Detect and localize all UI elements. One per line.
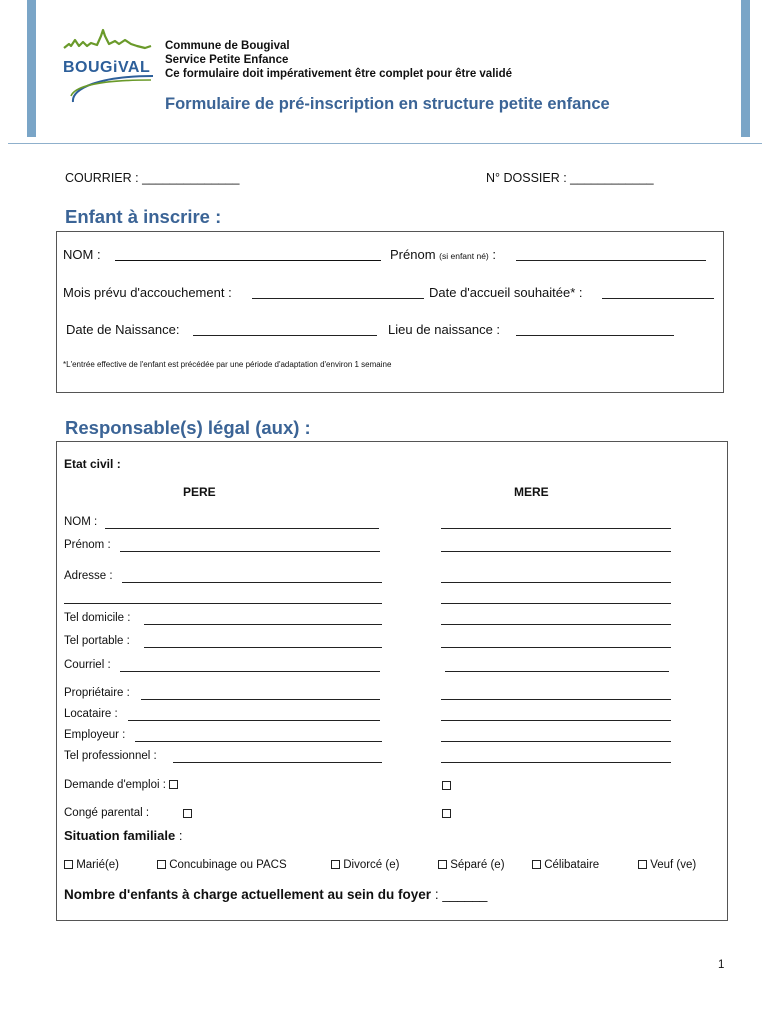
demande-emploi-label: Demande d'emploi : <box>64 779 178 791</box>
option-separe[interactable]: Séparé (e) <box>438 859 505 871</box>
pere-tel-portable-label: Tel portable : <box>64 635 130 647</box>
pere-employeur-input[interactable] <box>135 741 382 742</box>
logo-text: BOUGiVAL <box>63 59 151 76</box>
mere-conge-parental-checkbox[interactable] <box>442 809 451 818</box>
divorce-checkbox[interactable] <box>331 860 340 869</box>
date-accueil-label: Date d'accueil souhaitée* : <box>429 285 583 300</box>
conge-parental-label: Congé parental : <box>64 807 150 819</box>
option-marie[interactable]: Marié(e) <box>64 859 119 871</box>
mere-tel-domicile-input[interactable] <box>441 624 671 625</box>
option-veuf[interactable]: Veuf (ve) <box>638 859 696 871</box>
pere-conge-parental-checkbox[interactable] <box>183 809 192 818</box>
lieu-naissance-label: Lieu de naissance : <box>388 322 501 337</box>
pere-proprietaire-input[interactable] <box>141 699 380 700</box>
pere-tel-pro-label: Tel professionnel : <box>64 750 157 762</box>
mere-tel-pro-input[interactable] <box>441 762 671 763</box>
mere-prenom-input[interactable] <box>441 551 671 552</box>
date-accueil-input[interactable] <box>602 298 714 299</box>
veuf-checkbox[interactable] <box>638 860 647 869</box>
pere-courriel-input[interactable] <box>120 671 380 672</box>
header-divider <box>8 143 762 144</box>
option-celibataire[interactable]: Célibataire <box>532 859 599 871</box>
option-divorce[interactable]: Divorcé (e) <box>331 859 399 871</box>
pere-prenom-input[interactable] <box>120 551 380 552</box>
pere-tel-domicile-label: Tel domicile : <box>64 612 131 624</box>
pere-tel-portable-input[interactable] <box>144 647 382 648</box>
mere-courriel-input[interactable] <box>445 671 669 672</box>
option-concubinage[interactable]: Concubinage ou PACS <box>157 859 287 871</box>
mere-employeur-input[interactable] <box>441 741 671 742</box>
responsables-box <box>56 441 728 921</box>
mere-demande-emploi-checkbox[interactable] <box>442 781 451 790</box>
dossier-field[interactable]: N° DOSSIER : ____________ <box>486 171 654 185</box>
validity-notice: Ce formulaire doit impérativement être complet pour être validé <box>165 68 513 80</box>
mois-accouchement-input[interactable] <box>252 298 424 299</box>
mere-proprietaire-input[interactable] <box>441 699 671 700</box>
nombre-enfants-field[interactable]: Nombre d'enfants à charge actuellement au sein du foyer : ______ <box>64 887 488 902</box>
left-accent-bar <box>27 0 36 137</box>
right-accent-bar <box>741 0 750 137</box>
situation-familiale-title: Situation familiale : <box>64 828 183 843</box>
enfant-section-title: Enfant à inscrire : <box>65 206 222 227</box>
mere-tel-portable-input[interactable] <box>441 647 671 648</box>
pere-adresse-label: Adresse : <box>64 570 113 582</box>
pere-heading: PERE <box>183 485 216 499</box>
marie-checkbox[interactable] <box>64 860 73 869</box>
form-title: Formulaire de pré-inscription en structure petite enfance <box>165 95 610 113</box>
etat-civil-label: Etat civil : <box>64 457 121 471</box>
commune-name: Commune de Bougival <box>165 40 290 52</box>
pere-demande-emploi-checkbox[interactable] <box>169 780 178 789</box>
pere-nom-input[interactable] <box>105 528 379 529</box>
pere-locataire-input[interactable] <box>128 720 380 721</box>
pere-employeur-label: Employeur : <box>64 729 126 741</box>
enfant-prenom-input[interactable] <box>516 260 706 261</box>
adaptation-footnote: *L'entrée effective de l'enfant est précédée par une période d'adaptation d'environ 1 semaine <box>63 360 392 369</box>
pere-courriel-label: Courriel : <box>64 659 111 671</box>
courrier-field[interactable]: COURRIER : ______________ <box>65 171 240 185</box>
mois-accouchement-label: Mois prévu d'accouchement : <box>63 285 232 300</box>
concubinage-checkbox[interactable] <box>157 860 166 869</box>
enfant-nom-input[interactable] <box>115 260 381 261</box>
enfant-prenom-label: Prénom (si enfant né) : <box>390 247 497 262</box>
separe-checkbox[interactable] <box>438 860 447 869</box>
enfant-nom-label: NOM : <box>63 247 101 262</box>
lieu-naissance-input[interactable] <box>516 335 674 336</box>
date-naissance-input[interactable] <box>193 335 377 336</box>
page-number: 1 <box>718 959 725 971</box>
mere-adresse-line2-input[interactable] <box>441 603 671 604</box>
pere-prenom-label: Prénom : <box>64 539 111 551</box>
pere-tel-domicile-input[interactable] <box>144 624 382 625</box>
pere-adresse-input[interactable] <box>122 582 382 583</box>
pere-nom-label: NOM : <box>64 516 98 528</box>
responsables-section-title: Responsable(s) légal (aux) : <box>65 417 311 438</box>
pere-adresse-line2-input[interactable] <box>64 603 382 604</box>
pere-proprietaire-label: Propriétaire : <box>64 687 130 699</box>
mere-locataire-input[interactable] <box>441 720 671 721</box>
pere-locataire-label: Locataire : <box>64 708 118 720</box>
date-naissance-label: Date de Naissance: <box>66 322 180 337</box>
mere-nom-input[interactable] <box>441 528 671 529</box>
celibataire-checkbox[interactable] <box>532 860 541 869</box>
service-name: Service Petite Enfance <box>165 54 289 66</box>
mere-adresse-input[interactable] <box>441 582 671 583</box>
pere-tel-pro-input[interactable] <box>173 762 382 763</box>
mere-heading: MERE <box>514 485 549 499</box>
